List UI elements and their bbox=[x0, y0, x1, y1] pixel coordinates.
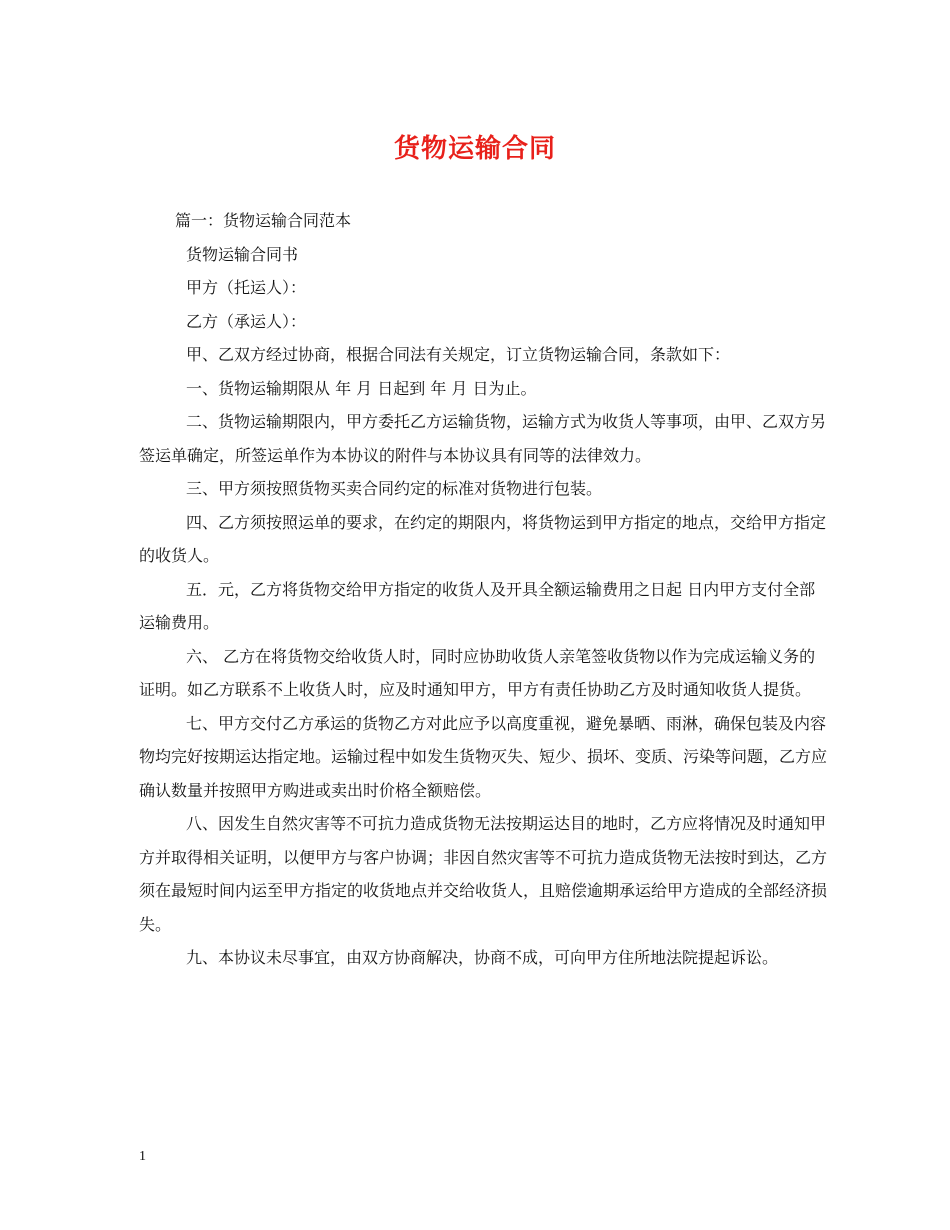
paragraph-clause-4: 四、乙方须按照运单的要求，在约定的期限内，将货物运到甲方指定的地点，交给甲方指定的收货人。 bbox=[139, 512, 827, 565]
paragraph-clause-2: 二、货物运输期限内，甲方委托乙方运输货物，运输方式为收货人等事项，由甲、乙双方另签运单确定，所签运单作为本协议的附件与本协议具有同等的法律效力。 bbox=[139, 412, 827, 465]
document-body bbox=[139, 204, 829, 975]
paragraph-party-b: 乙方（承运人）： bbox=[186, 311, 307, 331]
paragraph-party-a: 甲方（托运人）： bbox=[186, 278, 307, 297]
paragraph-clause-1: 一、货物运输期限从 年 月 日起到 年 月 日为止。 bbox=[186, 378, 537, 398]
paragraph-clause-6: 六、 乙方在将货物交给收货人时，同时应协助收货人亲笔签收货物以作为完成运输义务的证明。如乙方联系不上收货人时，应及时通知甲方，甲方有责任协助乙方及时通知收货人提货。 bbox=[139, 646, 816, 699]
paragraph-clause-7: 七、甲方交付乙方承运的货物乙方对此应予以高度重视，避免暴晒、雨淋，确保包装及内容物均完好按期运达指定地。运输过程中如发生货物灭失、短少、损坏、变质、污染等问题，乙方应确认数量并按照甲方购进或卖出时价格全额赔偿。 bbox=[139, 713, 828, 800]
paragraph-chapter-heading: 篇一：货物运输合同范本 bbox=[175, 211, 352, 230]
paragraph-preamble: 甲、乙双方经过协商，根据合同法有关规定，订立货物运输合同，条款如下： bbox=[186, 345, 731, 364]
paragraph-clause-8: 八、因发生自然灾害等不可抗力造成货物无法按期运达目的地时，乙方应将情况及时通知甲方并取得相关证明，以便甲方与客户协调；非因自然灾害等不可抗力造成货物无法按时到达，乙方须在最短时间内运至甲方指定的收货地点并交给收货人，且赔偿逾期承运给甲方造成的全部经济损失。 bbox=[139, 814, 828, 934]
paragraph-clause-3: 三、甲方须按照货物买卖合同约定的标准对货物进行包装。 bbox=[186, 479, 603, 498]
paragraph-clause-5: 五．元，乙方将货物交给甲方指定的收货人及开具全额运输费用之日起 日内甲方支付全部运输费用。 bbox=[139, 579, 816, 632]
paragraph-clause-9: 九、本协议未尽事宜，由双方协商解决，协商不成，可向甲方住所地法院提起诉讼。 bbox=[186, 948, 779, 967]
page-number: 1 bbox=[139, 1149, 146, 1164]
document-title: 货物运输合同 bbox=[393, 134, 556, 164]
paragraph-contract-name: 货物运输合同书 bbox=[186, 244, 299, 264]
